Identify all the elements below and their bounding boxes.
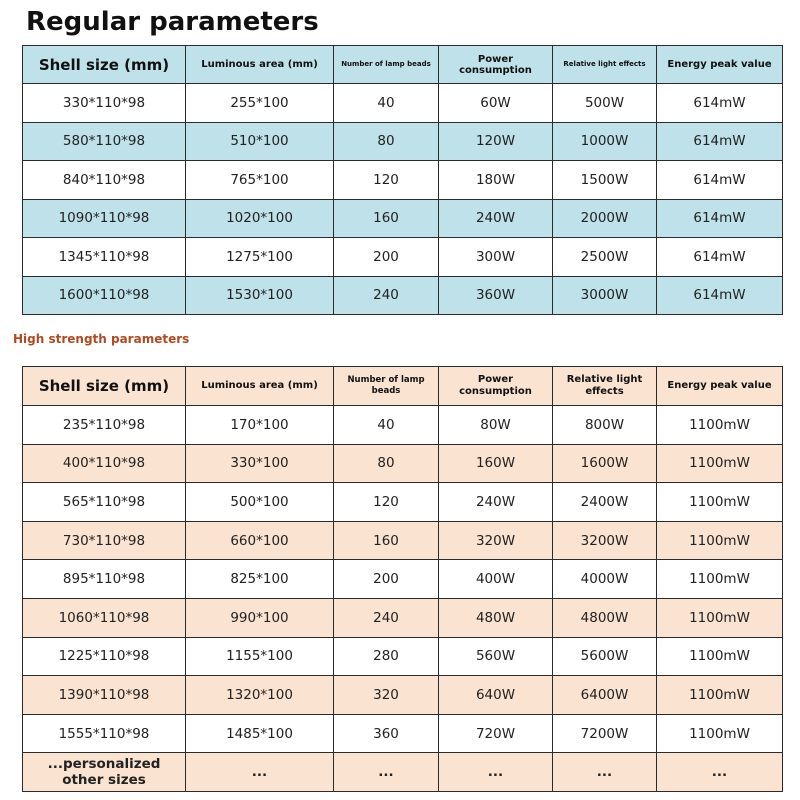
- table-row: [23, 676, 783, 715]
- cell-lamp-beads: 80: [334, 122, 439, 161]
- cell-relative-light: 4800W: [553, 598, 657, 637]
- cell-lamp-beads: 280: [334, 637, 439, 676]
- cell-relative-light: 7200W: [553, 714, 657, 753]
- table-row: [23, 276, 783, 315]
- table-row: [23, 714, 783, 753]
- header-luminous-area: Luminous area (mm): [186, 367, 334, 406]
- cell-lamp-beads: 200: [334, 560, 439, 599]
- cell-energy-peak: 1100mW: [657, 598, 783, 637]
- cell-lamp-beads: 200: [334, 238, 439, 277]
- cell-power: 720W: [439, 714, 553, 753]
- cell-shell-size: 1390*110*98: [23, 676, 186, 715]
- table-row: [23, 161, 783, 200]
- cell-energy-peak: 1100mW: [657, 676, 783, 715]
- table-row: [23, 483, 783, 522]
- cell-luminous-area: 1320*100: [186, 676, 334, 715]
- cell-energy-peak: 614mW: [657, 276, 783, 315]
- cell-relative-light: 4000W: [553, 560, 657, 599]
- cell-relative-light: 1000W: [553, 122, 657, 161]
- cell-lamp-beads: 240: [334, 598, 439, 637]
- header-power-consumption: Power consumption: [439, 367, 553, 406]
- cell-relative-light: 5600W: [553, 637, 657, 676]
- cell-luminous-area: 1485*100: [186, 714, 334, 753]
- cell-lamp-beads: 360: [334, 714, 439, 753]
- cell-shell-size: 330*110*98: [23, 84, 186, 123]
- cell-energy-peak: 1100mW: [657, 714, 783, 753]
- cell-luminous-area: 330*100: [186, 444, 334, 483]
- cell-ellipsis: ...: [553, 753, 657, 792]
- cell-shell-size: 840*110*98: [23, 161, 186, 200]
- cell-luminous-area: 510*100: [186, 122, 334, 161]
- header-relative-light: Relative light effects: [553, 367, 657, 406]
- cell-power: 120W: [439, 122, 553, 161]
- cell-energy-peak: 1100mW: [657, 406, 783, 445]
- table-header-row: [23, 367, 783, 406]
- cell-luminous-area: 1020*100: [186, 199, 334, 238]
- cell-lamp-beads: 120: [334, 483, 439, 522]
- cell-power: 560W: [439, 637, 553, 676]
- cell-relative-light: 6400W: [553, 676, 657, 715]
- cell-energy-peak: 1100mW: [657, 521, 783, 560]
- cell-lamp-beads: 160: [334, 521, 439, 560]
- cell-shell-size: 730*110*98: [23, 521, 186, 560]
- cell-power: 480W: [439, 598, 553, 637]
- cell-shell-size: 1225*110*98: [23, 637, 186, 676]
- cell-energy-peak: 1100mW: [657, 637, 783, 676]
- header-energy-peak: Energy peak value: [657, 46, 783, 84]
- header-relative-light: Relative light effects: [553, 46, 657, 84]
- cell-power: 300W: [439, 238, 553, 277]
- table-row: [23, 238, 783, 277]
- cell-lamp-beads: 320: [334, 676, 439, 715]
- table-row: [23, 598, 783, 637]
- cell-luminous-area: 990*100: [186, 598, 334, 637]
- cell-energy-peak: 1100mW: [657, 483, 783, 522]
- cell-relative-light: 2000W: [553, 199, 657, 238]
- header-energy-peak: Energy peak value: [657, 367, 783, 406]
- cell-shell-size: 1090*110*98: [23, 199, 186, 238]
- table-row: [23, 444, 783, 483]
- cell-energy-peak: 614mW: [657, 84, 783, 123]
- cell-relative-light: 800W: [553, 406, 657, 445]
- high-strength-parameters-title: High strength parameters: [13, 332, 190, 346]
- header-shell-size: Shell size (mm): [23, 46, 186, 84]
- cell-lamp-beads: 240: [334, 276, 439, 315]
- cell-energy-peak: 1100mW: [657, 560, 783, 599]
- cell-shell-size: 235*110*98: [23, 406, 186, 445]
- cell-ellipsis: ...: [186, 753, 334, 792]
- table-row: [23, 753, 783, 792]
- cell-power: 80W: [439, 406, 553, 445]
- header-lamp-beads: Number of lamp beads: [334, 367, 439, 406]
- cell-luminous-area: 825*100: [186, 560, 334, 599]
- cell-energy-peak: 1100mW: [657, 444, 783, 483]
- cell-lamp-beads: 80: [334, 444, 439, 483]
- cell-luminous-area: 765*100: [186, 161, 334, 200]
- cell-power: 240W: [439, 483, 553, 522]
- cell-shell-size: 580*110*98: [23, 122, 186, 161]
- cell-ellipsis: ...: [334, 753, 439, 792]
- header-lamp-beads: Number of lamp beads: [334, 46, 439, 84]
- table-row: [23, 560, 783, 599]
- cell-power: 240W: [439, 199, 553, 238]
- cell-energy-peak: 614mW: [657, 199, 783, 238]
- regular-parameters-title: Regular parameters: [26, 7, 319, 37]
- cell-shell-size: 565*110*98: [23, 483, 186, 522]
- table-header-row: [23, 46, 783, 84]
- cell-ellipsis: ...: [657, 753, 783, 792]
- high-strength-parameters-table: [22, 366, 783, 792]
- cell-lamp-beads: 160: [334, 199, 439, 238]
- cell-lamp-beads: 40: [334, 406, 439, 445]
- cell-energy-peak: 614mW: [657, 238, 783, 277]
- cell-shell-size: 1600*110*98: [23, 276, 186, 315]
- cell-shell-size: 1555*110*98: [23, 714, 186, 753]
- cell-luminous-area: 660*100: [186, 521, 334, 560]
- table-row: [23, 637, 783, 676]
- header-shell-size: Shell size (mm): [23, 367, 186, 406]
- cell-lamp-beads: 40: [334, 84, 439, 123]
- table-row: [23, 521, 783, 560]
- cell-shell-size: 1060*110*98: [23, 598, 186, 637]
- cell-luminous-area: 500*100: [186, 483, 334, 522]
- cell-shell-size: 1345*110*98: [23, 238, 186, 277]
- header-power-consumption: Power consumption: [439, 46, 553, 84]
- cell-energy-peak: 614mW: [657, 122, 783, 161]
- table-row: [23, 406, 783, 445]
- cell-power: 160W: [439, 444, 553, 483]
- cell-power: 180W: [439, 161, 553, 200]
- header-luminous-area: Luminous area (mm): [186, 46, 334, 84]
- cell-relative-light: 2400W: [553, 483, 657, 522]
- cell-custom-sizes-note: ...personalized other sizes: [23, 753, 186, 792]
- cell-relative-light: 1500W: [553, 161, 657, 200]
- cell-lamp-beads: 120: [334, 161, 439, 200]
- table-row: [23, 122, 783, 161]
- cell-power: 640W: [439, 676, 553, 715]
- cell-luminous-area: 1155*100: [186, 637, 334, 676]
- cell-luminous-area: 1530*100: [186, 276, 334, 315]
- cell-luminous-area: 255*100: [186, 84, 334, 123]
- cell-power: 400W: [439, 560, 553, 599]
- cell-relative-light: 500W: [553, 84, 657, 123]
- cell-power: 360W: [439, 276, 553, 315]
- cell-shell-size: 400*110*98: [23, 444, 186, 483]
- regular-parameters-table: [22, 45, 783, 315]
- cell-ellipsis: ...: [439, 753, 553, 792]
- cell-luminous-area: 170*100: [186, 406, 334, 445]
- cell-relative-light: 3000W: [553, 276, 657, 315]
- table-row: [23, 199, 783, 238]
- cell-relative-light: 3200W: [553, 521, 657, 560]
- cell-luminous-area: 1275*100: [186, 238, 334, 277]
- cell-power: 60W: [439, 84, 553, 123]
- cell-energy-peak: 614mW: [657, 161, 783, 200]
- table-row: [23, 84, 783, 123]
- cell-relative-light: 2500W: [553, 238, 657, 277]
- cell-shell-size: 895*110*98: [23, 560, 186, 599]
- cell-relative-light: 1600W: [553, 444, 657, 483]
- cell-power: 320W: [439, 521, 553, 560]
